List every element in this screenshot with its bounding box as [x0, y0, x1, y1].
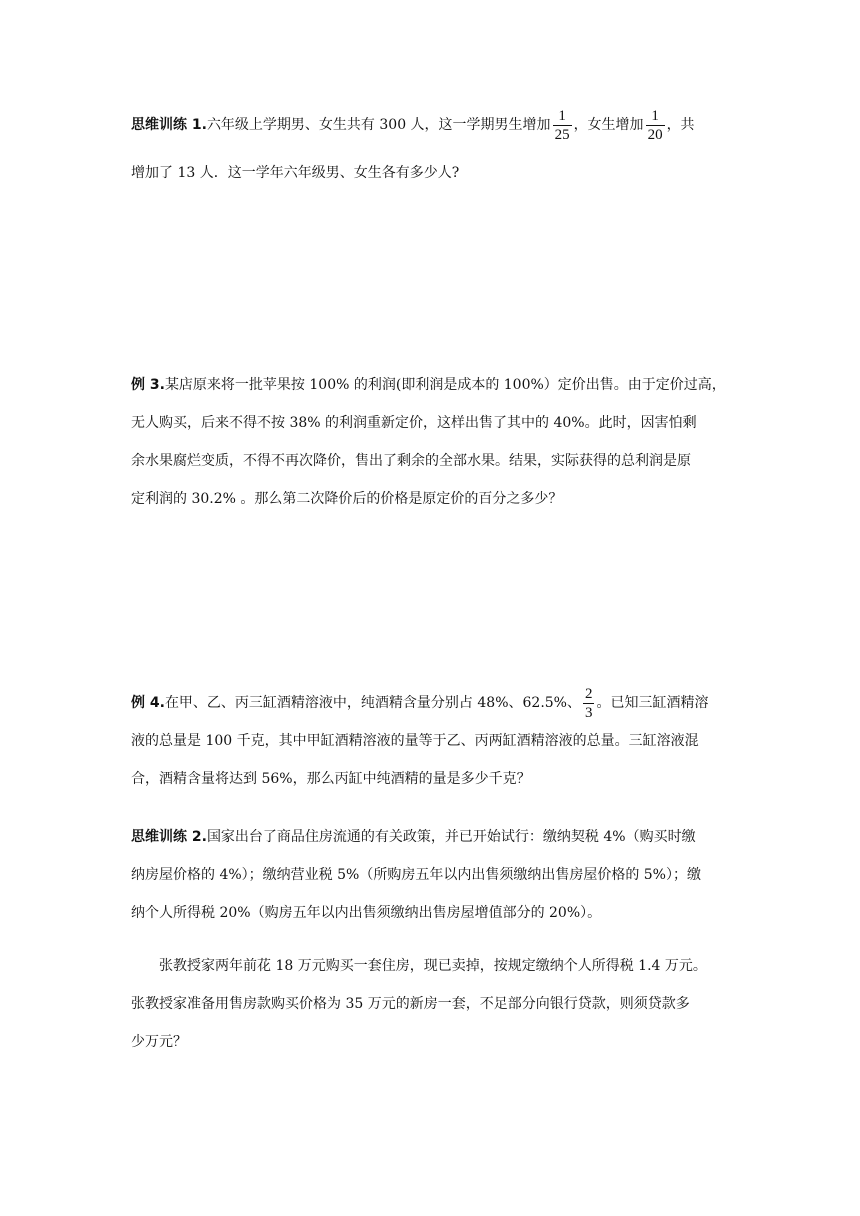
- problem-text: 国家出台了商品住房流通的有关政策，并已开始试行：缴纳契税 4%（购买时缴: [206, 829, 696, 845]
- example-3: [131, 366, 731, 518]
- paragraph-line: 合，酒精含量将达到 56%，那么丙缸中纯酒精的量是多少千克？: [131, 771, 531, 787]
- fraction-denominator: 20: [647, 126, 663, 143]
- fraction: [553, 107, 572, 144]
- problem-label: 思维训练 2.: [131, 829, 207, 845]
- fraction-denominator: 3: [584, 704, 593, 721]
- paragraph-line: 张教授家两年前花 18 万元购买一套住房，现已卖掉，按规定缴纳个人所得税 1.4 万元。: [159, 958, 707, 974]
- problem-text: ，女生增加: [573, 117, 644, 133]
- thinking-exercise-2: [131, 818, 731, 1061]
- problem-text: ，共: [666, 117, 695, 133]
- fraction-numerator: 1: [553, 107, 572, 126]
- problem-label: 例 3.: [131, 377, 165, 393]
- paragraph-line: 液的总量是 100 千克，其中甲缸酒精溶液的量等于乙、丙两缸酒精溶液的总量。三缸溶液混: [131, 733, 699, 749]
- problem-label: 思维训练 1.: [131, 117, 207, 133]
- problem-text: 。已知三缸酒精溶: [596, 695, 709, 711]
- paragraph-line: [131, 818, 731, 856]
- paragraph-line: [131, 106, 731, 144]
- paragraph-line: [131, 684, 731, 722]
- paragraph-line: 少万元？: [131, 1034, 187, 1050]
- problem-text: 在甲、乙、丙三缸酒精溶液中，纯酒精含量分别占 48%、62.5%、: [164, 695, 581, 711]
- fraction: [646, 107, 665, 144]
- example-4: [131, 684, 731, 798]
- paragraph-line: 增加了 13 人．这一学年六年级男、女生各有多少人?: [131, 165, 460, 181]
- paragraph-line: [131, 366, 731, 404]
- paragraph-line: 余水果腐烂变质，不得不再次降价，售出了剩余的全部水果。结果，实际获得的总利润是原: [131, 453, 691, 469]
- paragraph-line: 纳个人所得税 20%（购房五年以内出售须缴纳出售房屋增值部分的 20%）。: [131, 905, 602, 921]
- fraction-denominator: 25: [554, 126, 570, 143]
- fraction: [583, 685, 595, 722]
- paragraph-line: 无人购买，后来不得不按 38% 的利润重新定价，这样出售了其中的 40%。此时，因害怕剩: [131, 415, 697, 431]
- fraction-numerator: 2: [584, 685, 593, 702]
- paragraph-line: 张教授家准备用售房款购买价格为 35 万元的新房一套，不足部分向银行贷款，则须贷款多: [131, 996, 690, 1012]
- problem-text: 六年级上学期男、女生共有 300 人，这一学期男生增加: [206, 117, 551, 133]
- problem-label: 例 4.: [131, 695, 165, 711]
- problem-text: 某店原来将一批苹果按 100% 的利润(即利润是成本的 100%）定价出售。由于定价过高，: [164, 377, 726, 393]
- thinking-exercise-1: [131, 106, 731, 192]
- fraction-numerator: 1: [646, 107, 665, 126]
- paragraph-line: 定利润的 30.2% 。那么第二次降价后的价格是原定价的百分之多少？: [131, 491, 563, 507]
- paragraph-line: 纳房屋价格的 4%）；缴纳营业税 5%（所购房五年以内出售须缴纳出售房屋价格的 5%）；缴: [131, 867, 701, 883]
